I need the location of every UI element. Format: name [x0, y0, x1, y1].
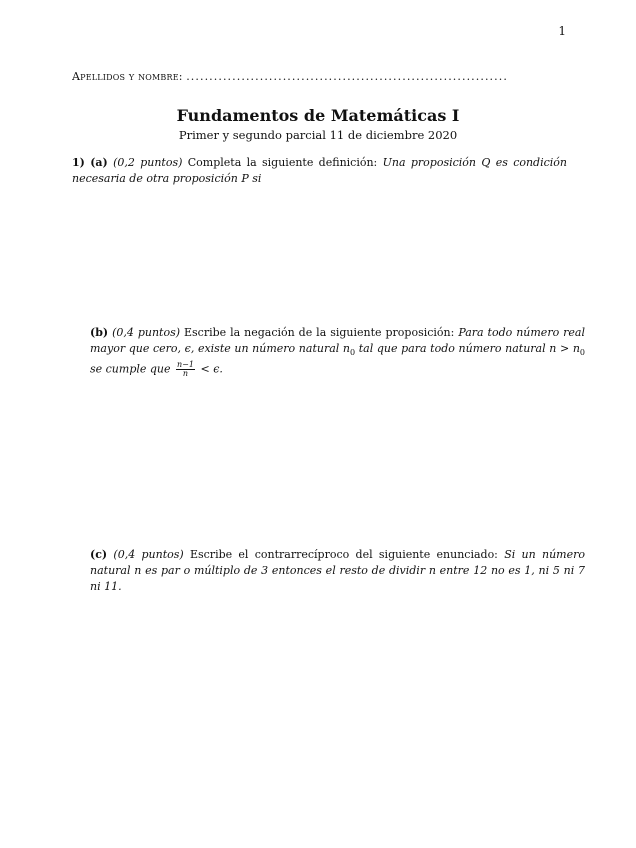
question-part-label: (c)	[90, 548, 108, 561]
name-label: Apellidos y nombre:	[72, 70, 183, 83]
fraction	[176, 361, 195, 378]
question-prompt: Completa la siguiente definición:	[187, 156, 378, 169]
question-1c	[72, 547, 585, 595]
fraction-numerator: n−1	[177, 360, 194, 370]
question-points: (0,4 puntos)	[113, 548, 184, 561]
question-statement-part-2: tal que para todo número natural n > n	[355, 342, 580, 355]
question-statement: Si un número natural n es par o múltiplo de 3 entonces el resto de dividir n entre 12 no es 1, ni 5 ni 7 ni 11.	[90, 548, 585, 593]
question-1a	[72, 155, 567, 187]
question-statement-part-4: < ϵ.	[196, 362, 223, 376]
exam-title: Fundamentos de Matemáticas I	[176, 106, 460, 125]
fraction-denominator: n	[182, 369, 189, 379]
question-part-label: (a)	[90, 156, 108, 169]
subscript-zero: 0	[350, 348, 356, 358]
question-prompt: Escribe el contrarrecíproco del siguiente enunciado:	[189, 548, 498, 561]
question-prompt: Escribe la negación de la siguiente proposición:	[183, 326, 455, 339]
page-number: 1	[558, 24, 566, 38]
question-statement: Una proposición Q es condición necesaria de otra proposición P si	[72, 156, 568, 185]
question-statement-part-1: Para todo número real mayor que cero, ϵ, existe un número natural n	[90, 326, 586, 355]
question-1b	[72, 325, 585, 378]
question-part-label: (b)	[90, 326, 109, 339]
name-dots: ......................................................................	[186, 70, 508, 83]
question-number: 1)	[72, 156, 85, 169]
question-points: (0,4 puntos)	[112, 326, 181, 339]
exam-subtitle: Primer y segundo parcial 11 de diciembre 2020	[178, 128, 458, 142]
subscript-zero: 0	[579, 348, 585, 358]
name-line	[72, 70, 567, 83]
question-statement-part-3: se cumple que	[90, 362, 175, 376]
question-points: (0,2 puntos)	[113, 156, 183, 169]
